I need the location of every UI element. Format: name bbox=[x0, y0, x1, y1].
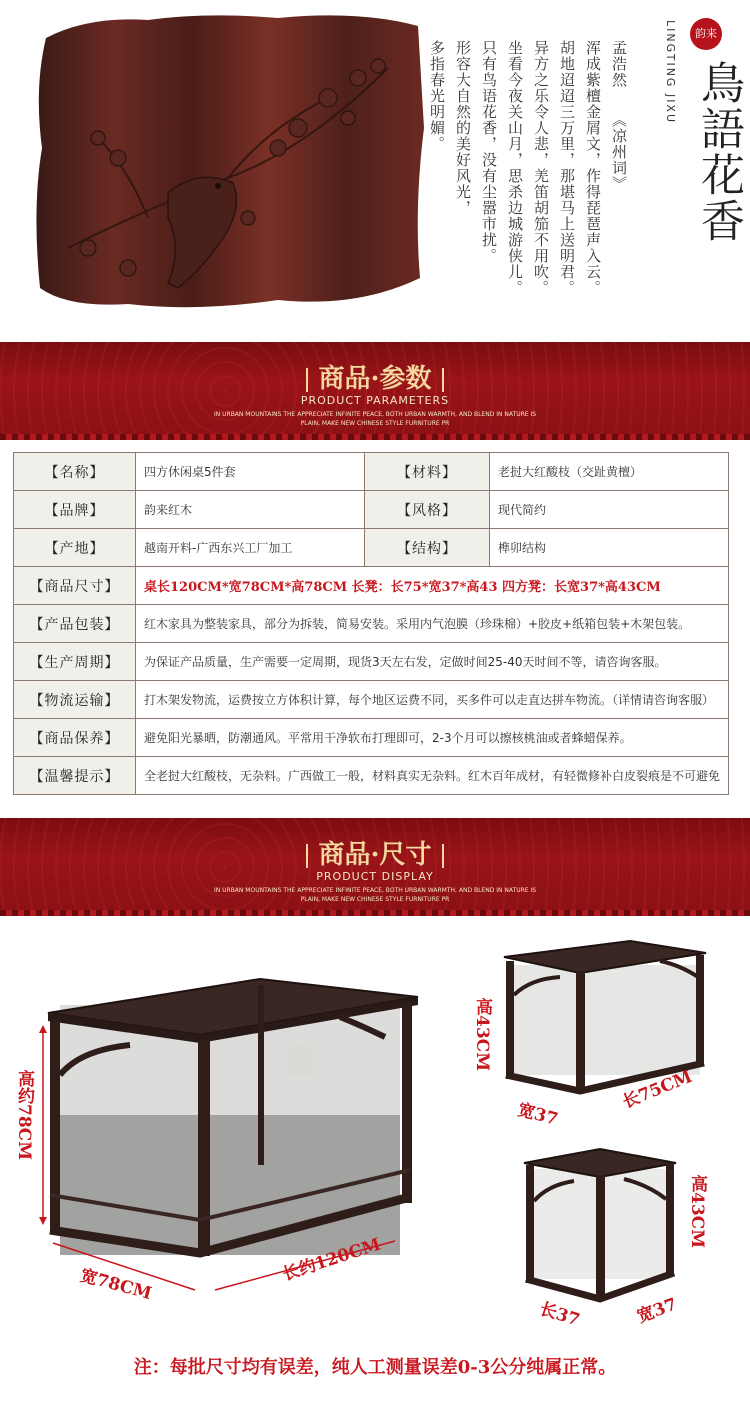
param-label: 【品牌】 bbox=[14, 491, 136, 529]
parameters-table bbox=[13, 452, 729, 795]
param-value: 韵来红木 bbox=[135, 491, 364, 529]
poem-line-4: 坐看今夜关山月，思杀边城游侠儿。 bbox=[506, 40, 524, 296]
param-value: 全老挝大红酸枝，无杂料。广西做工一般，材料真实无杂料。红木百年成材，有轻微修补白皮裂痕是不可避免 bbox=[135, 757, 728, 795]
banner-title bbox=[0, 358, 750, 395]
poem-line-7: 多指春光明媚。 bbox=[428, 40, 446, 152]
param-label: 【商品尺寸】 bbox=[14, 567, 136, 605]
tea-table-image bbox=[40, 965, 430, 1265]
param-label: 【结构】 bbox=[364, 529, 489, 567]
banner-fine-line-2: PLAIN, MAKE NEW CHINESE STYLE FURNITURE PR bbox=[300, 420, 450, 427]
param-label: 【材料】 bbox=[364, 453, 489, 491]
table-height-label: 高约78CM bbox=[14, 1070, 34, 1161]
banner-title-dot: · bbox=[370, 364, 380, 394]
brand-seal: 韵来 bbox=[690, 18, 722, 50]
title-pinyin: LINGTING JIXU bbox=[664, 20, 677, 125]
banner-fine-line-1: IN URBAN MOUNTAINS THE APPRECIATE INFINITE PEACE, BOTH URBAN WARMTH, AND BLEND IN NATURE IS bbox=[213, 887, 537, 894]
wood-carving-image bbox=[28, 8, 428, 318]
poem-line-6: 形容大自然的美好风光， bbox=[454, 40, 472, 216]
param-label: 【物流运输】 bbox=[14, 681, 136, 719]
param-value: 越南开料-广西东兴工厂加工 bbox=[135, 529, 364, 567]
poem-line-1: 浑成紫檀金屑文，作得琵琶声入云。 bbox=[584, 40, 602, 296]
banner-title-right: 参数 bbox=[379, 364, 432, 394]
table-row bbox=[14, 757, 729, 795]
param-value: 避免阳光暴晒，防潮通风。平常用干净软布打理即可，2-3个月可以擦核桃油或者蜂蜡保养。 bbox=[135, 719, 728, 757]
param-label: 【商品保养】 bbox=[14, 719, 136, 757]
poem-line-5: 只有鸟语花香，没有尘嚣市扰。 bbox=[480, 40, 498, 264]
bench-width-label: 宽37 bbox=[515, 1099, 560, 1130]
banner-fine-line-1: IN URBAN MOUNTAINS THE APPRECIATE INFINITE PEACE, BOTH URBAN WARMTH, AND BLEND IN NATURE IS bbox=[213, 411, 537, 418]
poem-author: 孟浩然 bbox=[610, 40, 628, 88]
param-value: 现代简约 bbox=[489, 491, 728, 529]
banner-fine-line-2: PLAIN, MAKE NEW CHINESE STYLE FURNITURE PR bbox=[300, 896, 450, 903]
poem-line-2: 胡地迢迢三万里，那堪马上送明君。 bbox=[558, 40, 576, 296]
param-label: 【生产周期】 bbox=[14, 643, 136, 681]
param-value: 老挝大红酸枝（交趾黄檀） bbox=[489, 453, 728, 491]
param-value: 榫卯结构 bbox=[489, 529, 728, 567]
param-value: 红木家具为整装家具，部分为拆装，简易安装。采用内气泡膜（珍珠棉）+胶皮+纸箱包装+木架包装。 bbox=[135, 605, 728, 643]
bench-length-label: 长75CM bbox=[619, 1066, 696, 1113]
param-value: 打木架发物流，运费按立方体积计算，每个地区运费不同，买多件可以走直达拼车物流。（详情请咨询客服） bbox=[135, 681, 728, 719]
banner-title-left: 商品 bbox=[318, 840, 371, 870]
stool-height-label: 高43CM bbox=[687, 1175, 707, 1249]
table-row bbox=[14, 491, 729, 529]
measurement-note: 注：每批尺寸均有误差，纯人工测量误差0-3公分纯属正常。 bbox=[133, 1357, 617, 1378]
table-length-label: 长约120CM bbox=[280, 1234, 384, 1286]
poem-name: 《凉州词》 bbox=[610, 112, 628, 192]
table-row bbox=[14, 605, 729, 643]
banner-fine-print bbox=[0, 410, 750, 428]
banner-title-left: 商品 bbox=[318, 364, 371, 394]
param-value: 为保证产品质量，生产需要一定周期，现货3天左右发，定做时间25-40天时间不等，请咨询客服。 bbox=[135, 643, 728, 681]
param-label: 【温馨提示】 bbox=[14, 757, 136, 795]
table-width-label: 宽78CM bbox=[78, 1265, 154, 1305]
poem-line-3: 异方之乐令人悲，羌笛胡笳不用吹。 bbox=[532, 40, 550, 296]
bench-height-label: 高43CM bbox=[472, 998, 492, 1072]
table-row bbox=[14, 529, 729, 567]
table-row bbox=[14, 567, 729, 605]
banner-subtitle: PRODUCT DISPLAY bbox=[316, 870, 434, 883]
table-row bbox=[14, 681, 729, 719]
stool-width-label: 宽37 bbox=[634, 1294, 680, 1328]
height-arrow-icon bbox=[36, 1025, 50, 1225]
banner-title-dot: · bbox=[370, 840, 380, 870]
banner-edge bbox=[0, 910, 750, 916]
banner-fine-print bbox=[0, 886, 750, 904]
banner-product-display bbox=[0, 818, 750, 916]
banner-title-right: 尺寸 bbox=[379, 840, 432, 870]
param-label: 【名称】 bbox=[14, 453, 136, 491]
table-row bbox=[14, 453, 729, 491]
table-row bbox=[14, 643, 729, 681]
param-label: 【产地】 bbox=[14, 529, 136, 567]
hero-title: 鳥語花香 bbox=[693, 60, 744, 244]
param-label: 【产品包装】 bbox=[14, 605, 136, 643]
size-value: 桌长120CM*宽78CM*高78CM 长凳：长75*宽37*高43 四方凳：长宽37*高43CM bbox=[135, 567, 728, 605]
param-value: 四方休闲桌5件套 bbox=[135, 453, 364, 491]
banner-product-parameters bbox=[0, 342, 750, 440]
stool-length-label: 长37 bbox=[537, 1299, 582, 1331]
banner-title bbox=[0, 834, 750, 871]
param-label: 【风格】 bbox=[364, 491, 489, 529]
table-row bbox=[14, 719, 729, 757]
square-stool-image bbox=[520, 1145, 680, 1310]
banner-edge bbox=[0, 434, 750, 440]
hero-section bbox=[0, 0, 750, 335]
banner-subtitle: PRODUCT PARAMETERS bbox=[300, 394, 450, 407]
